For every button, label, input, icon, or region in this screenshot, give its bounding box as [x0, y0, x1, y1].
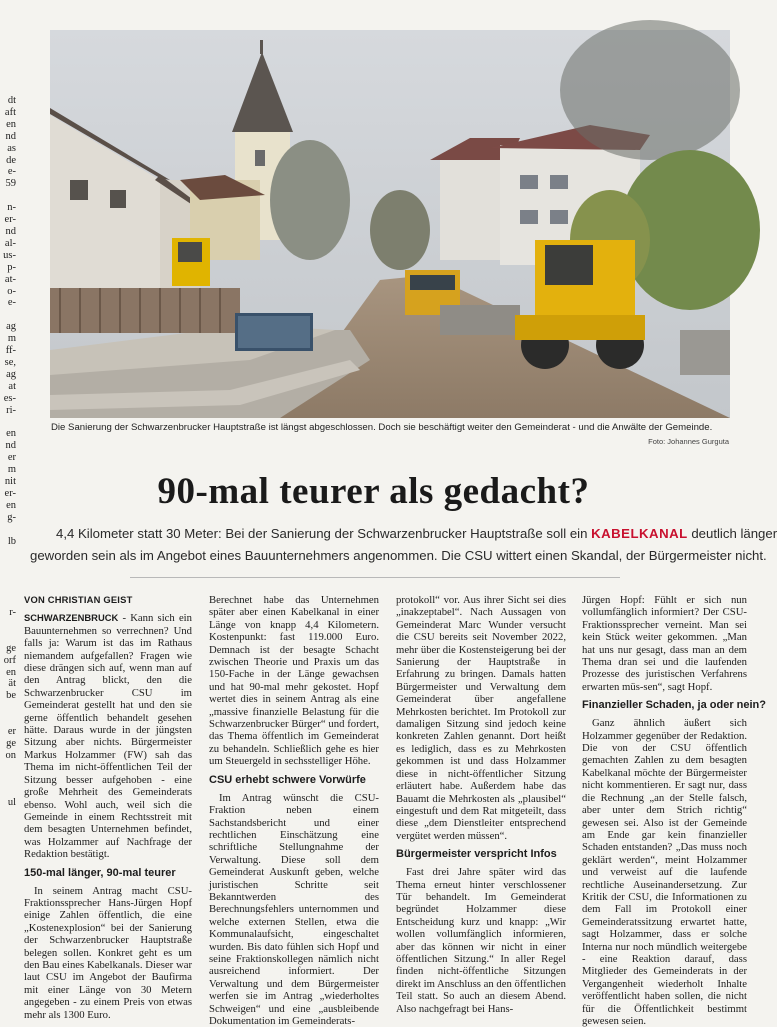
text-fragment: er [7, 726, 16, 738]
text-fragment [0, 571, 16, 583]
text-fragment [0, 774, 16, 786]
text-fragment: nd [5, 225, 16, 237]
text-fragment: ge [6, 737, 16, 749]
text-fragment: at [8, 380, 16, 392]
text-fragment [0, 547, 16, 559]
text-fragment: ri- [6, 404, 16, 416]
text-fragment: ul [7, 797, 16, 809]
text-fragment: nd [5, 440, 16, 452]
text-fragment: en [6, 666, 16, 678]
text-fragment: ät [8, 678, 16, 690]
text-fragment: en [6, 118, 16, 130]
paragraph: Im Antrag wünscht die CSU-Fraktion neben einem Sachstandsbericht und einer rechtlichen Einschätzung eine schriftliche Stellungnahme der Verwaltung. Diese soll dem Gemeinderat Auskunft geben, welche juristischen Schritte seit Bekanntwerden des Berechnungsfehlers unternommen und welche externen Stellen, etwa die Kommunalaufsicht, eingeschaltet wurden. Bis dato fühlen sich Hopf und seine Fraktionskollegen nämlich nicht ausreichend informiert. Der Verwaltung und dem Bürgermeister werfen sie im Antrag „wiederholtes Schweigen“ und eine „ausbleibende Dokumentation im Gemeinderats- [209, 791, 379, 1027]
text-fragment [0, 631, 16, 643]
text-fragment: e- [7, 166, 16, 178]
text-fragment: er- [4, 214, 16, 226]
text-fragment [0, 702, 16, 714]
text-fragment [0, 786, 16, 798]
text-fragment: es- [3, 392, 16, 404]
headline: 90-mal teurer als gedacht? [157, 471, 590, 512]
text-fragment: er [7, 452, 16, 464]
text-fragment [0, 762, 16, 774]
subheading: CSU erhebt schwere Vorwürfe [209, 773, 366, 786]
text-fragment: r- [9, 606, 16, 618]
lead-text-1: 4,4 Kilometer statt 30 Meter: Bei der Sanierung der Schwarzenbrucker Hauptstraße soll ein [56, 526, 592, 541]
text-fragment [0, 524, 16, 536]
article-column-3 [396, 594, 566, 1024]
text-fragment [0, 583, 16, 595]
text-fragment [0, 190, 16, 202]
text-fragment: ff- [5, 345, 16, 357]
paragraph: Fast drei Jahre später wird das Thema erneut hinter verschlossener Tür behandelt. Im Gemeinderat begründet Holzammer diese Entscheidung kurz und knapp: „Wir wollen vollumfänglich informieren, aber das können wir nicht in einer öffentlichen Sitzung.“ In aller Regel finden nicht-öffentliche Sitzungen direkt im Anschluss an den öffentlichen Teil statt. So auch an diesem Abend. Also nachgefragt bei Hans- [396, 866, 566, 1015]
text-fragment: ge [6, 642, 16, 654]
text-fragment: lb [7, 535, 16, 547]
photo-caption: Die Sanierung der Schwarzenbrucker Hauptstraße ist längst abgeschlossen. Doch sie beschäftigt weiter den Gemeinderat - und die Anwälte der Gemeinde. [51, 422, 713, 433]
article-photo [50, 30, 730, 418]
byline: VON CHRISTIAN GEIST [24, 594, 133, 605]
lead-paragraph [30, 523, 777, 567]
text-fragment: be [6, 690, 16, 702]
paragraph: Ganz ähnlich äußert sich Holzammer gegenüber der Redaktion. Die von der CSU öffentlich gemachten Zahlen zu dem besagten Kabelkanal möchte der Bürgermeister nicht kommentieren. Er sagt nur, dass die Rechnung „an der Stelle falsch, aber unter dem Strich richtig“ gewesen sei. Also ist der Gemeinde am Ende gar kein finanzieller Schaden entstanden? „Das muss noch geklärt werden“, meint Holzammer und verweist auf die laufende rechtliche Auseinandersetzung. Zur Kritik der CSU, die Informationen zu dem Fall im Protokoll einer Gemeinderatssitzung erwartet hatte, sagt Holzammer, dass er solche Interna nur noch mündlich weitergebe - eine Reaktion darauf, dass Mitglieder des Gemeinderats in der Vergangenheit wiederholt Inhalte veröffentlicht haben sollen, die nicht für die Öffentlichkeit bestimmt gewesen seien. [582, 717, 747, 1027]
text-fragment: ag [6, 368, 16, 380]
text-fragment [0, 416, 16, 428]
lead-text-2: deutlich länger [687, 526, 777, 541]
text-fragment: en [6, 428, 16, 440]
text-fragment: nit [4, 476, 16, 487]
paragraph: protokoll“ vor. Aus ihrer Sicht sei dies „inakzeptabel“. Nach Aussagen von Gemeinderat Marc Wunder versucht die CSU bereits seit November 2022, mehr über die Kostensteigerung bei der Sanierung der Hauptstraße in Erfahrung zu bringen. Damals hatten Bürgermeister und Verwaltung dem Gemeinderat über angefallene Mehrkosten berichtet. Im Protokoll zur damaligen Sitzung sind jedoch keine konkreten Zahlen genannt. Dort heißt es lediglich, dass es zu Mehrkosten gekommen ist und dass Holzammer diese in nicht-öffentlicher Sitzung erläutert habe. Außerdem habe das Bauamt die Mehrkosten als „plausibel“ eingestuft und dem Rat mitgeteilt, dass diese „dem Dienstleiter entsprechend vergütet werden müssen“. [396, 594, 566, 842]
text-fragment: e- [7, 297, 16, 309]
paragraph: Berechnet habe das Unternehmen später aber einen Kabelkanal in einer Länge von knapp 4,4 Kilometern. Kostenpunkt: fast 119.000 Euro. Demnach ist der besagte Schacht zwischen Theorie und Praxis um das 150-Fache in der Länge gewachsen und hat 90-mal mehr gekostet. Hopf wertet dies in seinem Antrag als eine „massive finanzielle Belastung für die Schwarzenbrucker Bürger“ und fordert, das Thema öffentlich im Gemeinderat zu behandeln. Schließlich gehe es hier um Steuergeld in sechsstelliger Höhe. [209, 594, 379, 768]
paragraph: In seinem Antrag macht CSU-Fraktionssprecher Hans-Jürgen Hopf einige Zahlen öffentlich, die eine „Kostenexplosion“ bei der Sanierung der Schwarzenbrucker Hauptstraße belegen sollen. Konkret geht es um den Bau eines Kabelkanals. Dieser war laut CSU im Angebot der Baufirma mit einer Länge von 30 Metern angegeben - zu einem Preis von etwas mehr als 1300 Euro. [24, 884, 192, 1021]
lead-highlight: KABELKANAL [591, 526, 688, 541]
text-fragment: orf [3, 654, 16, 666]
text-fragment: on [5, 749, 16, 761]
text-fragment: m [7, 464, 16, 476]
text-fragment: en [6, 499, 16, 511]
divider [130, 577, 620, 578]
text-fragment: g- [7, 511, 16, 523]
text-fragment: al- [4, 237, 16, 249]
text-fragment [0, 595, 16, 607]
text-fragment: o- [7, 285, 16, 297]
text-fragment: 59 [5, 178, 16, 190]
text-fragment: p- [7, 261, 16, 273]
text-fragment: nd [5, 130, 16, 142]
street-construction-image [50, 30, 730, 418]
text-fragment: er- [4, 487, 16, 499]
paragraph: Jürgen Hopf: Fühlt er sich nun vollumfänglich informiert? Der CSU-Fraktionssprecher verneint. Man sei kein Stück weiter gekommen. „Man hat uns nur gesagt, dass man an dem Thema dran sei und die laufenden Prozesse des juristischen Verfahrens erwarten müs-sen“, sagt Hopf. [582, 594, 747, 693]
text-fragment: de [6, 154, 16, 166]
text-fragment [0, 309, 16, 321]
article-column-1 [24, 594, 192, 1024]
text-fragment: m [7, 333, 16, 345]
subheading: Finanzieller Schaden, ja oder nein? [582, 699, 766, 712]
text-fragment: us- [3, 249, 16, 261]
paragraph [24, 612, 192, 860]
text-fragment [0, 559, 16, 571]
text-fragment [0, 809, 16, 821]
text-fragment: dt [7, 95, 16, 106]
dateline: SCHWARZENBRUCK [24, 612, 119, 624]
text-fragment: n- [7, 202, 16, 214]
article-column-4 [582, 594, 766, 1027]
subheading: 150-mal länger, 90-mal teurer [24, 866, 176, 879]
article-column-2 [209, 594, 379, 1027]
text-fragment: aft [4, 106, 16, 118]
text-fragment [0, 619, 16, 631]
paragraph-text: - Kann sich ein Bauunternehmen so verrechnen? Und falls ja: Warum ist das im Rathaus niemandem aufgefallen? Fragen wie diese drängen sich auf, wenn man auf den Antrag blickt, den die Schwarzenbrucker CSU im Gemeinderat gestellt hat und den sie gerne öffentlich behandelt gesehen hätte. Daraus wurde in der jüngsten Sitzung aber nichts. Bürgermeister Markus Holzammer (FW) sah das Thema im nicht-öffentlichen Teil der Sitzung besser aufgehoben - eine große Mehrheit des Gemeinderats ebenso. Wohl auch, weil sich die Gemeinde in einem Rechtsstreit mit dem besagten Unternehmen befindet, was Holzammer auf Nachfrage der Redaktion bestätigt. [24, 612, 192, 861]
text-fragment: ag [6, 321, 16, 333]
adjacent-article-column [0, 95, 16, 1025]
subheading: Bürgermeister verspricht Infos [396, 848, 557, 861]
text-fragment [0, 714, 16, 726]
photo-credit: Foto: Johannes Gurguta [648, 437, 729, 446]
lead-text-3: geworden sein als im Angebot eines Bauunternehmers angenommen. Die CSU wittert einen Skandal, der Bürgermeister nicht. [30, 548, 767, 563]
text-fragment: at- [4, 273, 16, 285]
text-fragment: as [7, 142, 16, 154]
text-fragment: se, [4, 356, 16, 368]
